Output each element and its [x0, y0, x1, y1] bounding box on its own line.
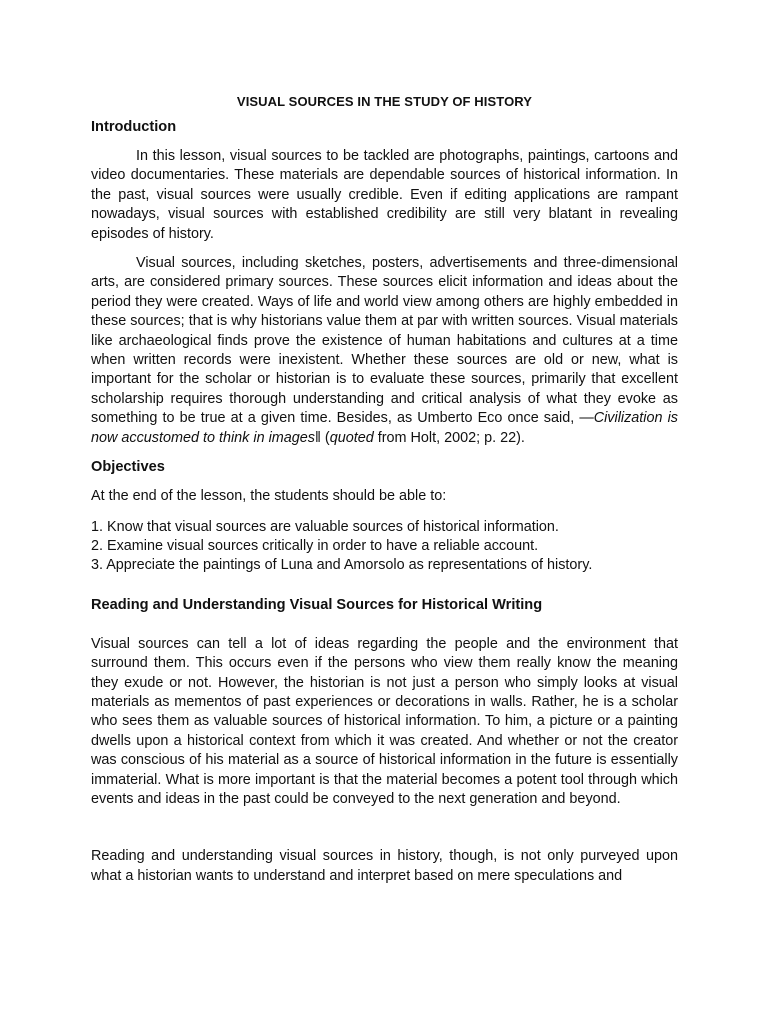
eco-quote: Civilization is now accustomed to think in images	[91, 410, 678, 446]
introduction-paragraph-2	[91, 254, 678, 448]
document-body	[91, 92, 678, 886]
objectives-list	[91, 518, 678, 576]
reading-paragraph-2: Reading and understanding visual sources in history, though, is not only purveyed upon what a historian wants to understand and interpret based on mere speculations and	[91, 848, 678, 884]
quote-close: ‖ (	[314, 429, 330, 446]
quoted-word: quoted	[329, 429, 374, 446]
objective-item: 1. Know that visual sources are valuable sources of historical information.	[91, 518, 559, 535]
objective-item: 2. Examine visual sources critically in order to have a reliable account.	[91, 537, 539, 554]
objectives-intro: At the end of the lesson, the students should be able to:	[91, 488, 447, 505]
introduction-heading: Introduction	[91, 119, 177, 135]
paragraph-2-body: Visual sources, including sketches, posters, advertisements and three-dimensional arts, are considered primary sources. These sources elicit information and ideas about the period they were created. Ways of life and world view among others are highly embedded in these sources; that is why historians value them at par with written sources. Visual materials like archaeological finds prove the existence of human habitations and cultures at a time when written records were inexistent. Whether these sources are old or new, what is important for the scholar or historian is to evaluate these sources, primarily that excellent scholarship requires thorough understanding and critical analysis of what they evoke as something to be true at a given time. Besides, as Umberto Eco once said, —	[91, 255, 678, 427]
document-title: VISUAL SOURCES IN THE STUDY OF HISTORY	[236, 94, 533, 109]
reading-section-heading: Reading and Understanding Visual Sources for Historical Writing	[91, 596, 543, 613]
introduction-paragraph-1: In this lesson, visual sources to be tackled are photographs, paintings, cartoons and video documentaries. These materials are dependable sources of historical information. In the past, visual sources were usually credible. Even if editing applications are rampant nowadays, visual sources with established credibility are still very blatant in revealing episodes of history.	[91, 148, 678, 242]
objectives-heading: Objectives	[91, 459, 165, 476]
reading-paragraph-1: Visual sources can tell a lot of ideas regarding the people and the environment that surround them. This occurs even if the persons who view them really know the meaning they exude or not. However, the historian is not just a person who simply looks at visual materials as mementos of past experiences or decorations in walls. Rather, he is a scholar who sees them as valuable sources of historical information. To him, a picture or a painting dwells upon a historical context from which it was created. And whether or not the creator was conscious of his material as a source of historical information in the future is essentially immaterial. What is more important is that the material becomes a potent tool through which events and ideas in the past could be conveyed to the next generation and beyond.	[91, 635, 678, 807]
citation: from Holt, 2002; p. 22).	[373, 429, 525, 446]
objective-item: 3. Appreciate the paintings of Luna and Amorsolo as representations of history.	[91, 557, 593, 574]
